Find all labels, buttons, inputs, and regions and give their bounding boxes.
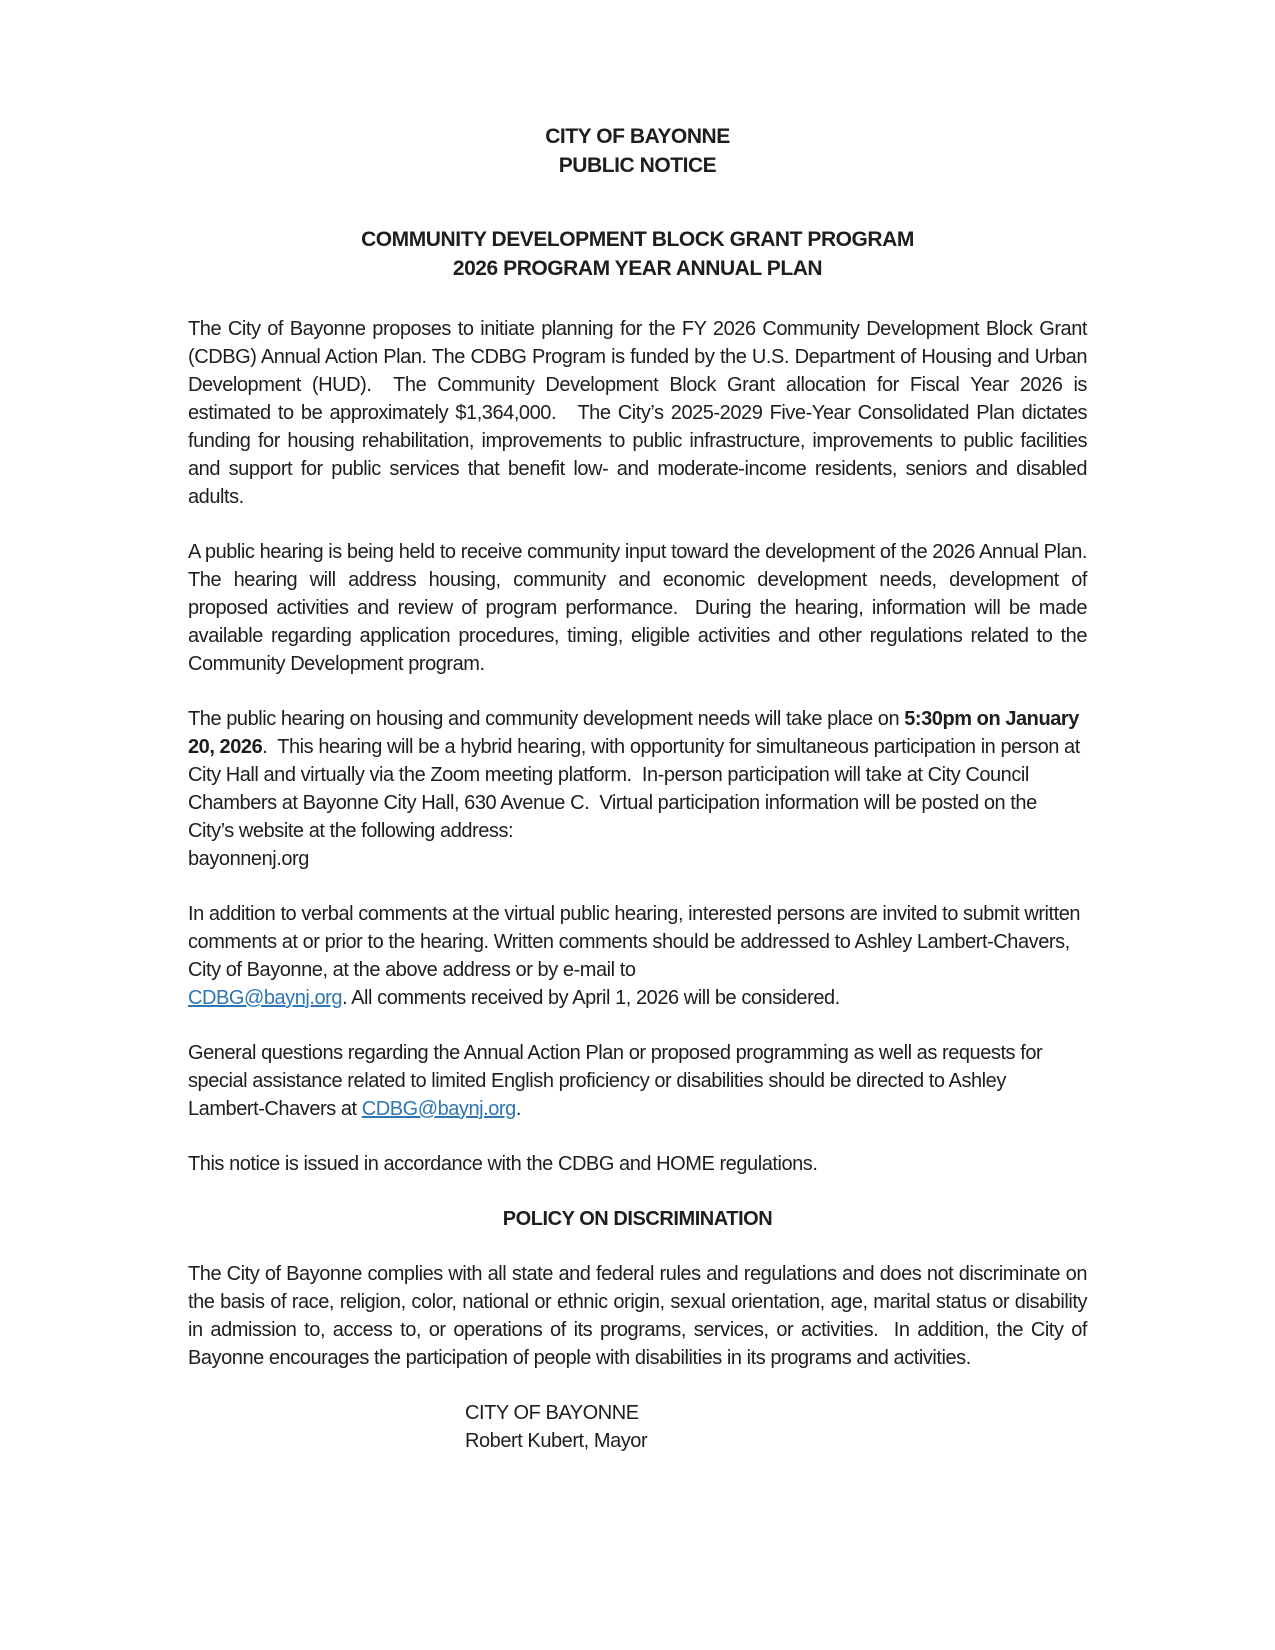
paragraph-general-questions — [188, 1039, 1087, 1123]
notice-regulations-text: This notice is issued in accordance with the CDBG and HOME regulations. — [188, 1153, 818, 1175]
hearing-details-lead-text: The public hearing on housing and community development needs will take place on — [188, 708, 905, 730]
cdbg-email-link[interactable]: CDBG@baynj.org — [188, 987, 343, 1009]
paragraph-public-hearing-purpose — [188, 538, 1093, 678]
comments-deadline-text: . All comments received by April 1, 2026 will be considered. — [342, 987, 840, 1009]
paragraph-policy-discrimination — [188, 1260, 1093, 1372]
policy-discrimination-heading: POLICY ON DISCRIMINATION — [502, 1208, 773, 1230]
header-city-line: CITY OF BAYONNE — [545, 125, 730, 148]
title-plan-year-line: 2026 PROGRAM YEAR ANNUAL PLAN — [452, 257, 823, 280]
public-hearing-purpose-text: A public hearing is being held to receive community input toward the development of the 2026 Annual Plan. The hearing will address housing, community and economic development needs, development of proposed activities and review of program performance. During the hearing, information will be made available regarding application procedures, timing, eligible activities and other regulations related to the Community Development program. — [188, 541, 1093, 675]
paragraph-notice-regulations — [188, 1150, 1087, 1178]
paragraph-written-comments — [188, 900, 1087, 1012]
general-questions-period: . — [515, 1098, 521, 1120]
hearing-date-time-bold: 5:30pm on January 20, 2026 — [188, 708, 1084, 758]
cdbg-email-link-2[interactable]: CDBG@baynj.org — [361, 1098, 516, 1120]
title-program-line: COMMUNITY DEVELOPMENT BLOCK GRANT PROGRAM — [361, 228, 914, 251]
signature-mayor-line: Robert Kubert, Mayor — [465, 1430, 648, 1452]
city-website-text: bayonnenj.org — [188, 848, 309, 870]
paragraph-program-overview — [188, 315, 1093, 511]
header-public-notice-line: PUBLIC NOTICE — [558, 154, 717, 177]
document-header — [188, 122, 1087, 180]
signature-block — [465, 1399, 1087, 1455]
signature-city-line: CITY OF BAYONNE — [465, 1402, 639, 1424]
paragraph-hearing-details — [188, 705, 1087, 873]
written-comments-text: In addition to verbal comments at the virtual public hearing, interested persons are invited to submit written comments at or prior to the hearing. Written comments should be addressed to Ashley Lambert-Chavers, City of Bayonne, at the above address or by e-mail to — [188, 903, 1086, 981]
policy-discrimination-text: The City of Bayonne complies with all state and federal rules and regulations and does not discriminate on the basis of race, religion, color, national or ethnic origin, sexual orientation, age, marital status or disability in admission to, access to, or operations of its programs, services, or activities. In addition, the City of Bayonne encourages the participation of people with disabilities in its programs and activities. — [188, 1263, 1093, 1369]
document-title — [188, 225, 1087, 283]
hearing-details-body-text: . This hearing will be a hybrid hearing, with opportunity for simultaneous participation in person at City Hall and virtually via the Zoom meeting platform. In-person participation will take at City Council Chambers at Bayonne City Hall, 630 Avenue C. Virtual participation information will be posted on the City’s website at the following address: — [188, 736, 1085, 842]
general-questions-text: General questions regarding the Annual Action Plan or proposed programming as well as requests for special assistance related to limited English proficiency or disabilities should be directed to Ashley Lambert-Chavers at — [188, 1042, 1048, 1120]
program-overview-text: The City of Bayonne proposes to initiate planning for the FY 2026 Community Development Block Grant (CDBG) Annual Action Plan. The CDBG Program is funded by the U.S. Department of Housing and Urban Development (HUD). The Community Development Block Grant allocation for Fiscal Year 2026 is estimated to be approximately $1,364,000. The City’s 2025-2029 Five-Year Consolidated Plan dictates funding for housing rehabilitation, improvements to public infrastructure, improvements to public facilities and support for public services that benefit low- and moderate-income residents, seniors and disabled adults. — [188, 318, 1093, 508]
